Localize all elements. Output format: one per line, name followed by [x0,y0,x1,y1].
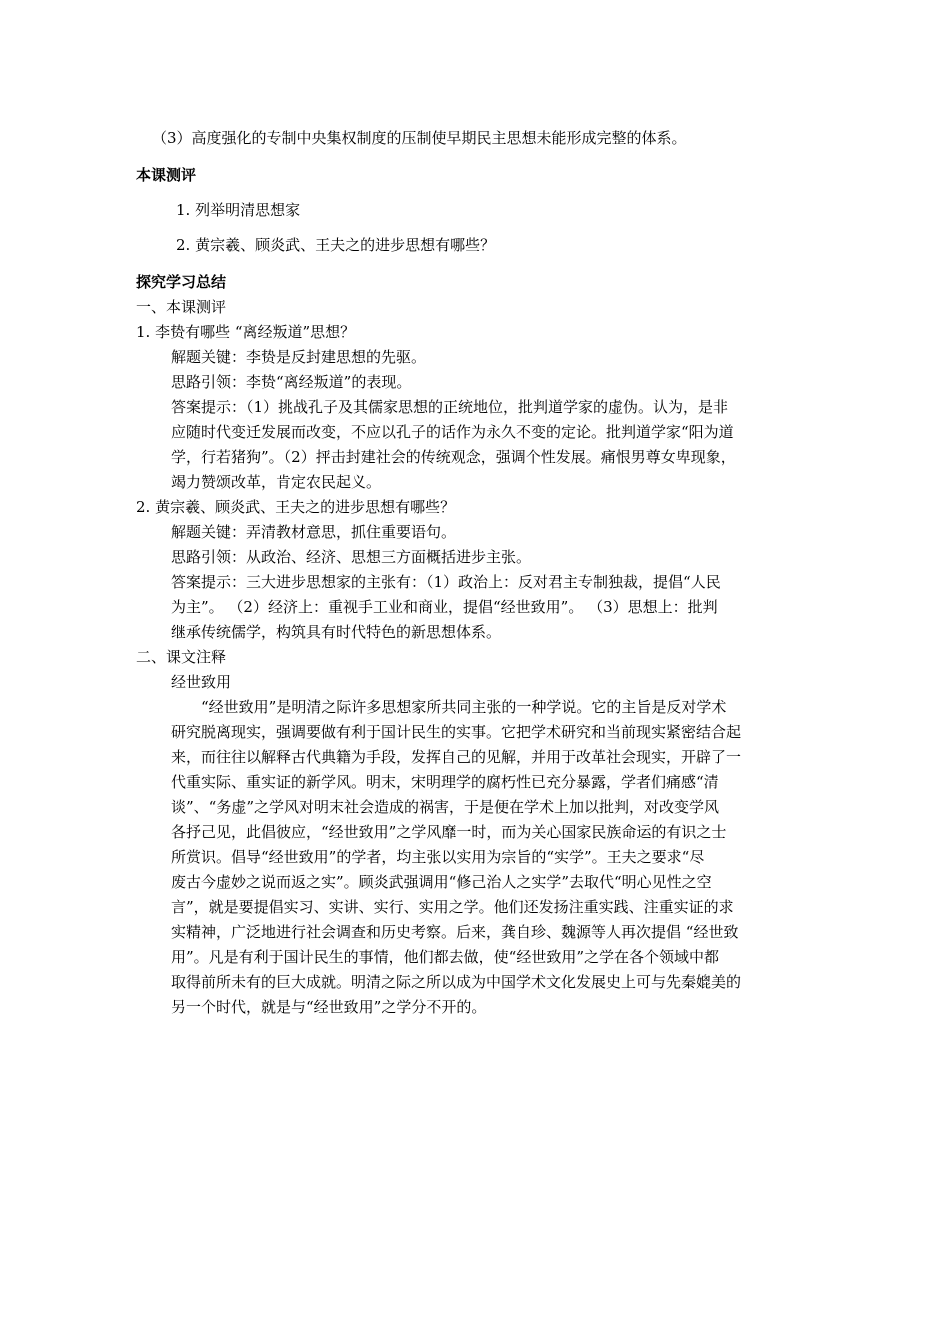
lesson-review-heading: 本课测评 [136,166,197,184]
question-2: 2. 黄宗羲、顾炎武、王夫之的进步思想有哪些？ [136,498,456,516]
term-title: 经世致用 [171,673,232,691]
question-1-answer-line: 答案提示：（1）挑战孔子及其儒家思想的正统地位，批判道学家的虚伪。认为，是非 [171,398,729,416]
paragraph-line: 用”。凡是有利于国计民生的事情，他们都去做，使“经世致用”之学在各个领域中都 [171,948,720,966]
paragraph-line: 言”，就是要提倡实习、实讲、实行、实用之学。他们还发扬注重实践、注重实证的求 [171,898,734,916]
question-1: 1. 李贽有哪些 “离经叛道”思想？ [136,323,356,341]
question-1-guide: 思路引领：李贽“离经叛道”的表现。 [171,373,412,391]
question-2-answer-line: 答案提示：三大进步思想家的主张有：（1）政治上：反对君主专制独裁，提倡“人民 [171,573,721,591]
paragraph-line: 来，而往往以解释古代典籍为手段，发挥自己的见解，并用于改革社会现实，开辟了一 [171,748,742,766]
paragraph-line: 废古今虚妙之说而返之实”。顾炎武强调用“修己治人之实学”去取代“明心见性之空 [171,873,712,891]
question-1-answer-line: 应随时代变迁发展而改变，不应以孔子的话作为永久不变的定论。批判道学家“阳为道 [171,423,734,441]
paragraph-line: 所赏识。倡导“经世致用”的学者，均主张以实用为宗旨的“实学”。王夫之要求“尽 [171,848,705,866]
paragraph-line: 代重实际、重实证的新学风。明末，宋明理学的腐朽性已充分暴露，学者们痛感“清 [171,773,719,791]
paragraph-line: 实精神，广泛地进行社会调查和历史考察。后来，龚自珍、魏源等人再次提倡 “经世致 [171,923,739,941]
intro-point-3: （3）高度强化的专制中央集权制度的压制使早期民主思想未能形成完整的体系。 [152,129,687,147]
summary-heading: 探究学习总结 [136,273,227,291]
paragraph-line: 研究脱离现实，强调要做有利于国计民生的实事。它把学术研究和当前现实紧密结合起 [171,723,742,741]
question-2-answer-line: 继承传统儒学，构筑具有时代特色的新思想体系。 [171,623,502,641]
paragraph-line: 谈”、“务虚”之学风对明末社会造成的祸害，于是便在学术上加以批判，对改变学风 [171,798,720,816]
lesson-review-question-2: 2. 黄宗羲、顾炎武、王夫之的进步思想有哪些？ [176,236,496,254]
question-1-answer-line: 学，行若猪狗”。（2）抨击封建社会的传统观念，强调个性发展。痛恨男尊女卑现象， [171,448,736,466]
lesson-review-question-1: 1. 列举明清思想家 [176,201,301,219]
paragraph-line: 取得前所未有的巨大成就。明清之际之所以成为中国学术文化发展史上可与先秦媲美的 [171,973,742,991]
paragraph-line: 另一个时代，就是与“经世致用”之学分不开的。 [171,998,487,1016]
question-2-guide: 思路引领：从政治、经济、思想三方面概括进步主张。 [171,548,532,566]
paragraph-line: 各抒己见，此倡彼应，“经世致用”之学风靡一时，而为关心国家民族命运的有识之士 [171,823,727,841]
question-1-answer-line: 竭力赞颂改革，肯定农民起义。 [171,473,382,491]
question-1-key: 解题关键：李贽是反封建思想的先驱。 [171,348,427,366]
section-1-title: 一、本课测评 [136,298,227,316]
paragraph-line: “经世致用”是明清之际许多思想家所共同主张的一种学说。它的主旨是反对学术 [201,698,727,716]
question-2-key: 解题关键：弄清教材意思，抓住重要语句。 [171,523,457,541]
question-2-answer-line: 为主”。 （2）经济上：重视手工业和商业，提倡“经世致用”。 （3）思想上：批判 [171,598,718,616]
section-2-title: 二、课文注释 [136,648,227,666]
